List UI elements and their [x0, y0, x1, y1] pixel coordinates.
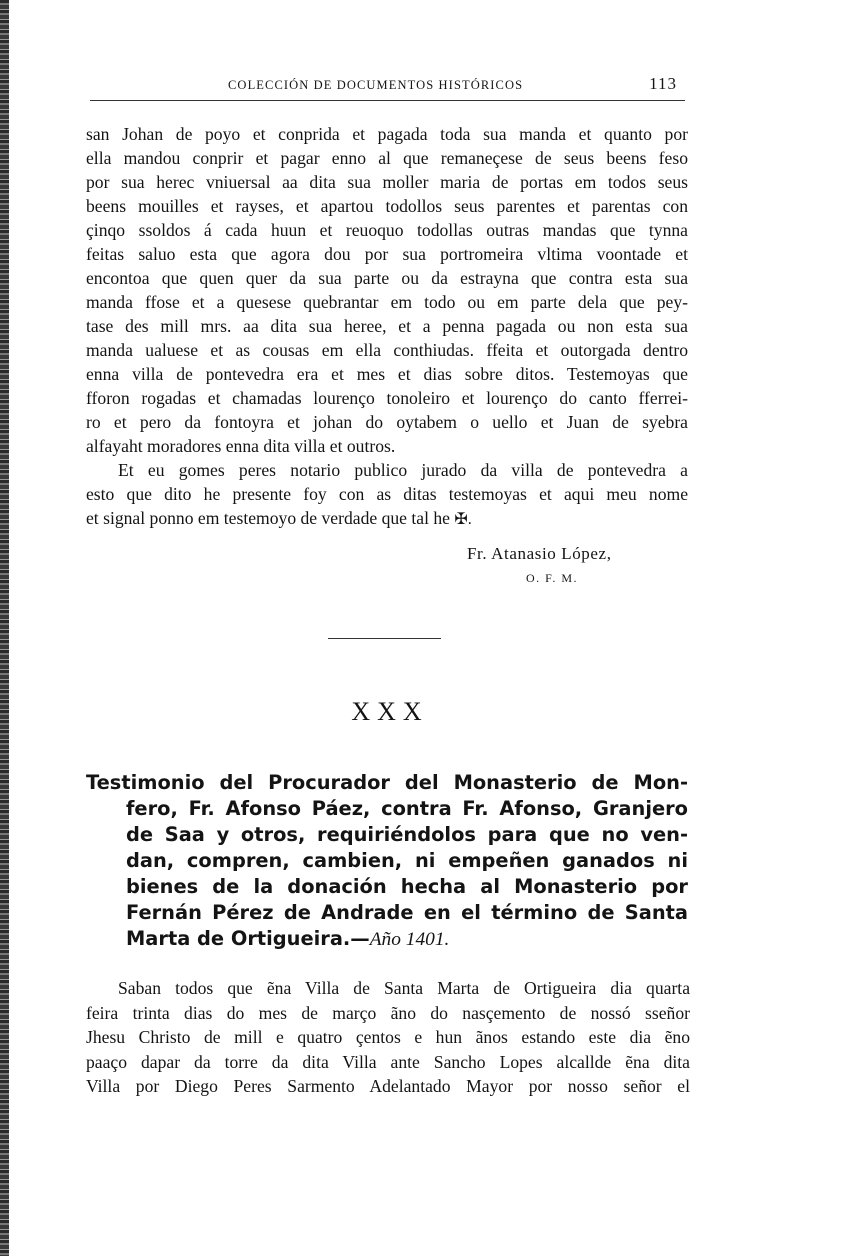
text-line: tase des mill mrs. aa dita sua heree, et a penna pagada ou non esta sua: [86, 316, 688, 336]
body-line: Villa por Diego Peres Sarmento Adelantado Mayor por nosso señor el: [86, 1076, 690, 1096]
text-line: encontoa que quen quer da sua parte ou da estrayna que contra esta sua: [86, 268, 688, 288]
page-binding-edge: [0, 0, 9, 1256]
text-line: beens mouilles et rayses, et apartou todollos seus parentes et parentas con: [86, 196, 688, 216]
heading-last-line: [86, 926, 688, 953]
heading-line: dan, compren, cambien, ni empeñen ganados ni: [126, 849, 688, 872]
text-line: enna villa de pontevedra era et mes et dias sobre ditos. Testemoyas que: [86, 364, 688, 384]
text-line: feitas saluo esta que agora dou por sua portromeira vltima voontade et: [86, 244, 688, 264]
heading-line: de Saa y otros, requiriéndolos para que no ven-: [126, 823, 688, 846]
notary-line-with-signum: [86, 506, 688, 532]
body-line: Jhesu Christo de mill e quatro çentos e hun ãnos estando este dia ẽno: [86, 1027, 690, 1047]
notary-signum-cross-icon: ✠.: [454, 511, 472, 528]
heading-line: Marta de Ortigueira.—: [126, 927, 370, 950]
page-number: 113: [649, 74, 677, 93]
text-line: çinqo ssoldos á cada huun et reuoquo todollas outras mandas que tynna: [86, 220, 688, 240]
heading-line: Testimonio del Procurador del Monasterio de Mon-: [86, 771, 688, 794]
heading-year: Año 1401.: [369, 929, 450, 950]
heading-line: Fernán Pérez de Andrade en el término de Santa: [126, 901, 688, 924]
document-number: XXX: [351, 697, 429, 726]
body-line: Saban todos que ẽna Villa de Santa Marta de Ortigueira dia quarta: [118, 978, 690, 998]
text-line: fforon rogadas et chamadas lourenço tonoleiro et lourenço do canto fferrei-: [86, 388, 688, 408]
notary-line: Et eu gomes peres notario publico jurado da villa de pontevedra a: [118, 460, 688, 480]
notary-line: esto que dito he presente foy con as ditas testemoyas et aqui meu nome: [86, 484, 688, 504]
section-divider: [328, 638, 441, 639]
running-head: [90, 74, 685, 101]
text-line: ro et pero da fontoyra et johan do oytabem o uello et Juan de syebra: [86, 412, 688, 432]
text-line: ella mandou conprir et pagar enno al que remaneçese de seus beens feso: [86, 148, 688, 168]
text-line: por sua herec vniuersal aa dita sua moller maria de portas em todos seus: [86, 172, 688, 192]
heading-line: bienes de la donación hecha al Monasterio por: [126, 875, 688, 898]
signature-name: Fr. Atanasio López,: [467, 544, 612, 563]
text-line: alfayaht moradores enna dita villa et outros.: [86, 436, 396, 456]
text-line: san Johan de poyo et conprida et pagada toda sua manda et quanto por: [86, 124, 688, 144]
signature-order: O. F. M.: [526, 571, 579, 585]
notary-line-text: et signal ponno em testemoyo de verdade que tal he: [86, 508, 450, 528]
body-line: feira trinta dias do mes de março ãno do nasçemento de nossó sseñor: [86, 1002, 690, 1023]
previous-document-text: [86, 122, 688, 532]
heading-line: fero, Fr. Afonso Páez, contra Fr. Afonso, Granjero: [126, 797, 688, 820]
text-line: manda ffose et a quesese quebrantar em todo ou em parte dela que pey-: [86, 292, 688, 312]
running-title: COLECCIÓN DE DOCUMENTOS HISTÓRICOS: [228, 78, 524, 92]
document-heading: [86, 770, 688, 953]
text-line: manda ualuese et as cousas em ella conthiudas. ffeita et outorgada dentro: [86, 340, 688, 360]
document-body: [86, 976, 690, 1099]
body-line: paaço dapar da torre da dita Villa ante Sancho Lopes alcallde ẽna dita: [86, 1051, 690, 1072]
